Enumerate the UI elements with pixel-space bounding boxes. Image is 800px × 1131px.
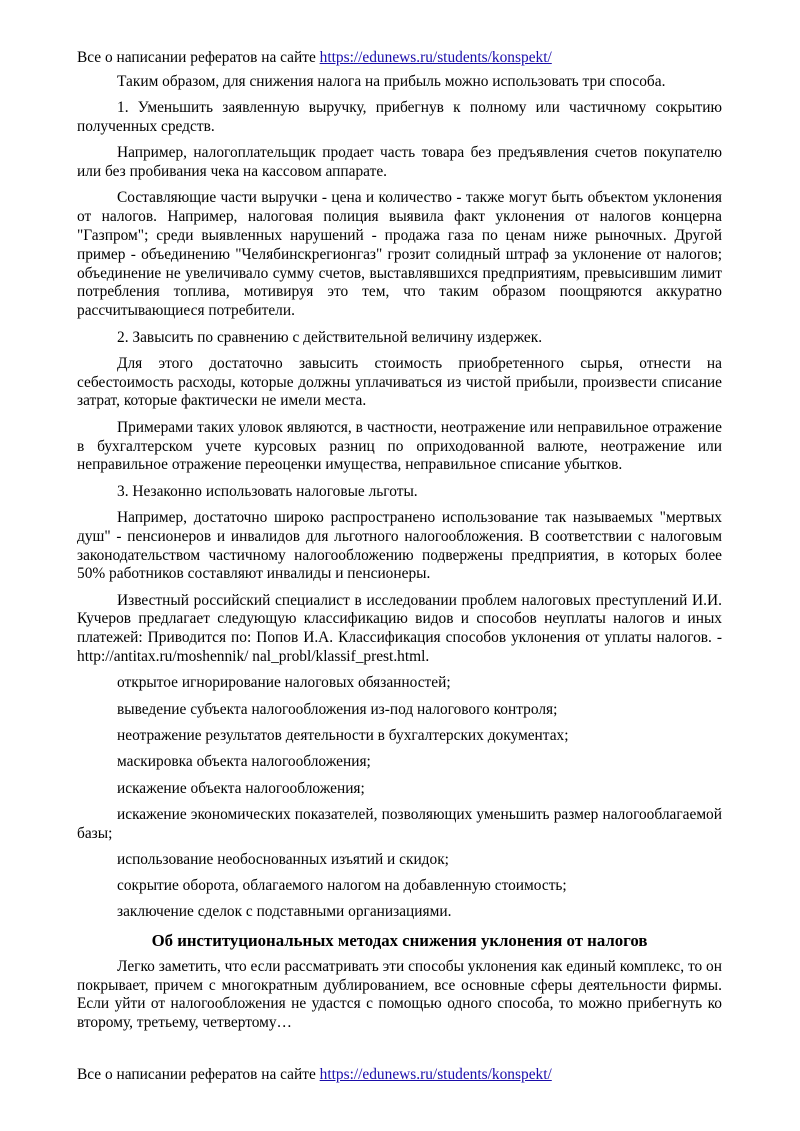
list-item: искажение экономических показателей, позволяющих уменьшить размер налогооблагаемой базы; — [77, 805, 722, 842]
list-item: маскировка объекта налогообложения; — [117, 753, 371, 771]
list-item: выведение субъекта налогообложения из-под налогового контроля; — [117, 700, 558, 718]
paragraph: Легко заметить, что если рассматривать эти способы уклонения как единый комплекс, то он покрывает, причем с многократным дублированием, все основные сферы деятельности фирмы. Если уйти от налогообложения не удастся с помощью одного способа, то можно прибегнуть ко второму, третьему, четвертому… — [77, 957, 722, 1032]
paragraph: Известный российский специалист в исследовании проблем налоговых преступлений И.И. Кучеров предлагает следующую классификацию видов и способов неуплаты налогов и иных платежей: Приводится по: Попов И.А. Классификация способов уклонения от уплаты налогов. - http://antitax.ru/moshennik/ nal_probl/klassif_prest.html. — [77, 591, 722, 666]
paragraph: 3. Незаконно использовать налоговые льготы. — [117, 482, 418, 500]
section-heading: Об институциональных методах снижения уклонения от налогов — [151, 930, 648, 950]
paragraph: Для этого достаточно завысить стоимость приобретенного сырья, отнести на себестоимость расходы, которые должны уплачиваться из чистой прибыли, произвести списание затрат, которые фактически не имели места. — [77, 354, 722, 410]
paragraph: 1. Уменьшить заявленную выручку, прибегнув к полному или частичному сокрытию полученных средств. — [77, 99, 722, 136]
header-site-link[interactable]: https://edunews.ru/students/konspekt/ — [319, 49, 552, 66]
list-item: неотражение результатов деятельности в бухгалтерских документах; — [117, 726, 569, 744]
header-text: Все о написании рефератов на сайте — [77, 49, 320, 66]
page-header — [77, 48, 727, 68]
list-item: открытое игнорирование налоговых обязанностей; — [117, 674, 451, 692]
classification-list — [77, 674, 722, 922]
paragraph: Например, достаточно широко распространено использование так называемых "мертвых душ" - пенсионеров и инвалидов для льготного налогообложения. В соответствии с налоговым законодательством частичному налогообложению подвержены предприятия, в которых более 50% работников составляют инвалиды и пенсионеры. — [77, 508, 722, 583]
page-footer — [77, 1065, 727, 1085]
paragraph: Таким образом, для снижения налога на прибыль можно использовать три способа. — [117, 73, 666, 90]
paragraph: 2. Завысить по сравнению с действительной величину издержек. — [117, 328, 543, 346]
paragraph: Составляющие части выручки - цена и количество - также могут быть объектом уклонения от налогов. Например, налоговая полиция выявила факт уклонения от налогов концерна "Газпром"; среди выявленных нарушений - продажа газа по ценам ниже рыночных. Другой пример - объединению "Челябинскрегионгаз" грозит солидный штраф за уклонение от налогов; объединение не увеличивало сумму счетов, выставлявшихся предприятиям, превысившим лимит потребления топлива, мотивируя это тем, что таким образом поощряются аккуратно рассчитывающиеся потребители. — [77, 189, 722, 320]
list-item: использование необоснованных изъятий и скидок; — [117, 850, 449, 868]
list-item: искажение объекта налогообложения; — [117, 779, 365, 797]
paragraph: Например, налогоплательщик продает часть товара без предъявления счетов покупателю или без пробивания чека на кассовом аппарате. — [77, 144, 722, 181]
footer-text: Все о написании рефератов на сайте — [77, 1066, 320, 1083]
list-item: заключение сделок с подставными организациями. — [117, 903, 452, 921]
paragraph: Примерами таких уловок являются, в частности, неотражение или неправильное отражение в бухгалтерском учете курсовых разниц по оприходованной валюте, неотражение или неправильное отражение переоценки имущества, неправильное списание убытков. — [77, 418, 722, 474]
footer-site-link[interactable]: https://edunews.ru/students/konspekt/ — [319, 1066, 552, 1083]
document-body — [77, 73, 722, 1040]
list-item: сокрытие оборота, облагаемого налогом на добавленную стоимость; — [117, 877, 567, 895]
